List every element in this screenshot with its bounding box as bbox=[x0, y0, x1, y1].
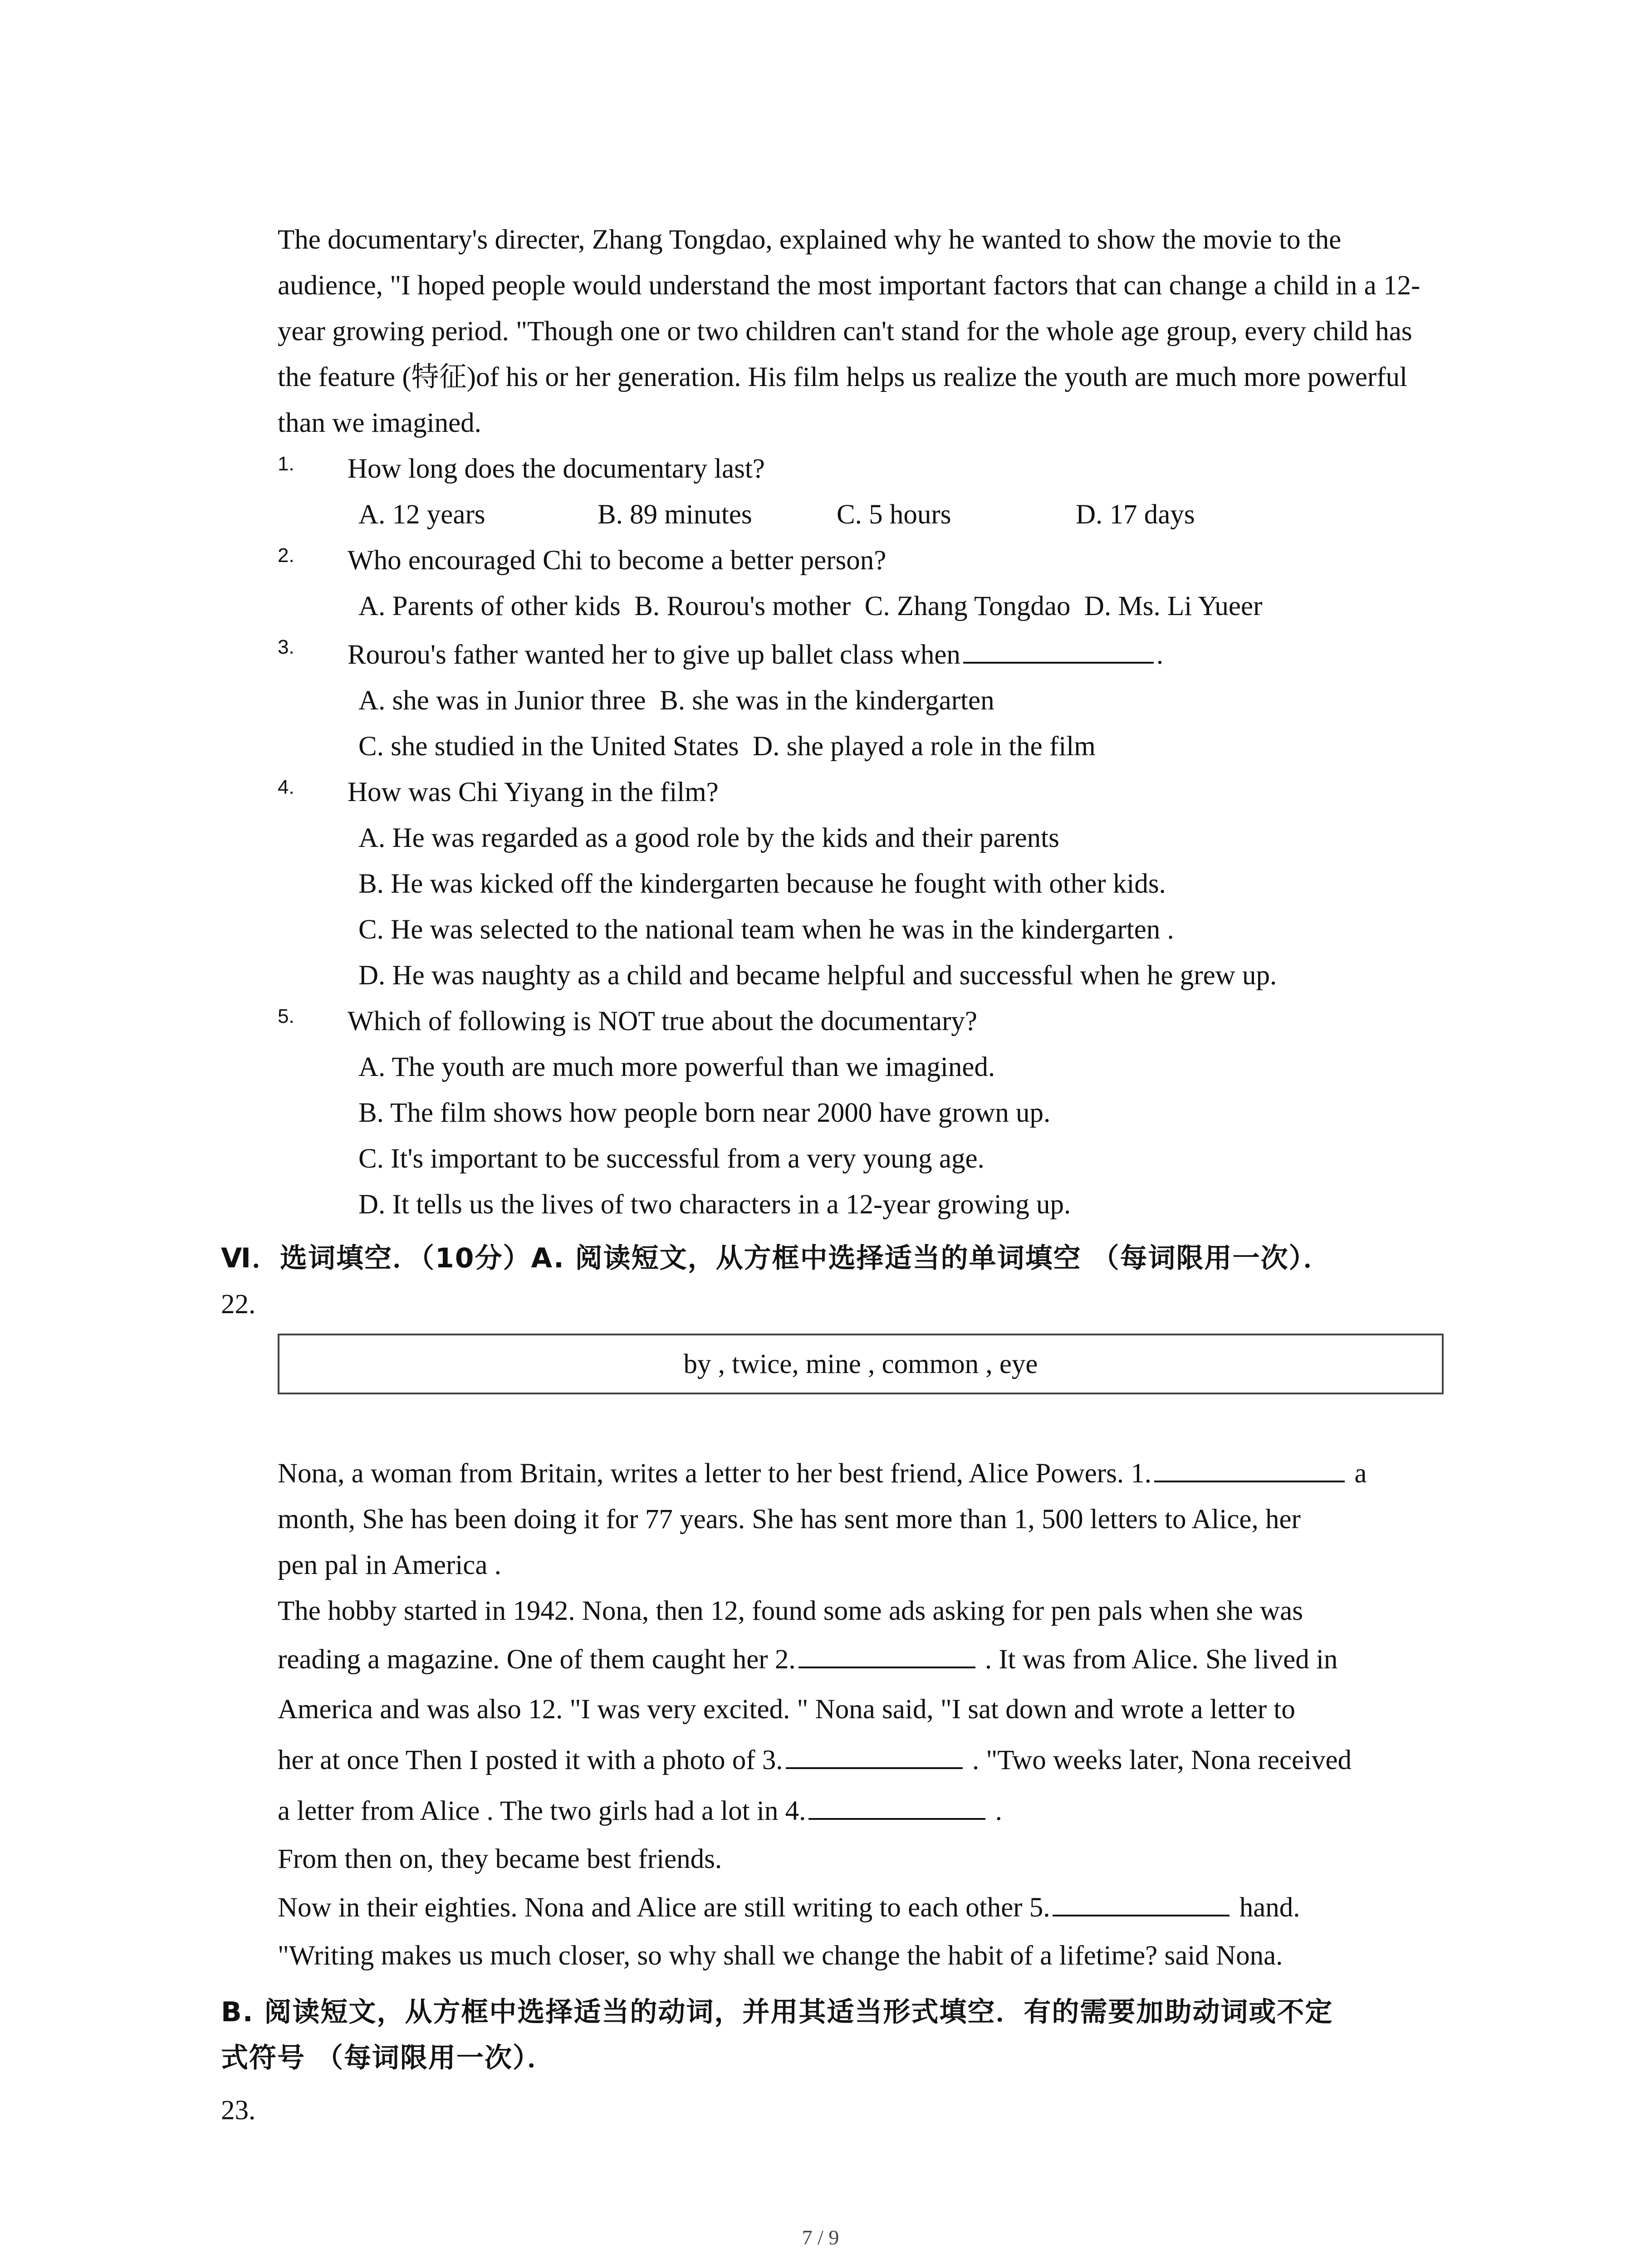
passage-line: "Writing makes us much closer, so why shall we change the habit of a lifetime? said Nona. bbox=[278, 1941, 1283, 1971]
question-text: How long does the documentary last? bbox=[348, 454, 765, 484]
question-text: Who encouraged Chi to become a better person? bbox=[348, 545, 887, 576]
passage-line: month, She has been doing it for 77 years. She has sent more than 1, 500 letters to Alice, her bbox=[278, 1504, 1301, 1535]
options-line: A. Parents of other kids B. Rourou's mother C. Zhang Tongdao D. Ms. Li Yueer bbox=[358, 591, 1263, 621]
option-d: D. It tells us the lives of two characters in a 12-year growing up. bbox=[358, 1189, 1071, 1220]
blank-3[interactable] bbox=[786, 1735, 963, 1769]
passage-line: pen pal in America . bbox=[278, 1550, 501, 1580]
page-number: 7 / 9 bbox=[802, 2226, 839, 2249]
option-a: A. 12 years bbox=[358, 499, 485, 530]
option-b: B. He was kicked off the kindergarten because he fought with other kids. bbox=[358, 869, 1166, 899]
option-c: C. 5 hours bbox=[837, 499, 951, 530]
page-content bbox=[221, 217, 1448, 2133]
question-3 bbox=[278, 629, 1448, 769]
question-number: 5. bbox=[278, 1005, 294, 1027]
blank-5[interactable] bbox=[1053, 1882, 1230, 1916]
question-1 bbox=[278, 446, 1448, 538]
passage-text: . bbox=[988, 1796, 1002, 1826]
passage-text: her at once Then I posted it with a photo of 3. bbox=[278, 1745, 783, 1775]
passage-line: The hobby started in 1942. Nona, then 12, found some ads asking for pen pals when she was bbox=[278, 1596, 1303, 1626]
blank-1[interactable] bbox=[1154, 1448, 1345, 1482]
option-d: D. He was naughty as a child and became helpful and successful when he grew up. bbox=[358, 960, 1277, 991]
passage-text: . It was from Alice. She lived in bbox=[978, 1644, 1338, 1675]
option-c: C. It's important to be successful from a very young age. bbox=[358, 1144, 985, 1174]
blank-4[interactable] bbox=[808, 1785, 985, 1820]
option-c: C. He was selected to the national team when he was in the kindergarten . bbox=[358, 914, 1174, 945]
question-4 bbox=[278, 769, 1448, 998]
passage-text: Now in their eighties. Nona and Alice are still writing to each other 5. bbox=[278, 1892, 1050, 1923]
question-number-22: 22. bbox=[221, 1289, 256, 1320]
options-row bbox=[278, 492, 1448, 538]
option-a: A. He was regarded as a good role by the kids and their parents bbox=[358, 823, 1059, 853]
passage-line: From then on, they became best friends. bbox=[278, 1844, 722, 1874]
passage-text: a bbox=[1347, 1458, 1367, 1489]
question-text: Rourou's father wanted her to give up ballet class when bbox=[348, 640, 960, 670]
cloze-passage bbox=[278, 1448, 1448, 1979]
option-b: B. 89 minutes bbox=[598, 499, 752, 530]
options-line: A. she was in Junior three B. she was in the kindergarten bbox=[358, 685, 994, 716]
passage-text: . "Two weeks later, Nona received bbox=[965, 1745, 1352, 1775]
question-2 bbox=[278, 538, 1448, 629]
question-number-23: 23. bbox=[221, 2095, 256, 2126]
section-b-heading-line-1: B. 阅读短文，从方框中选择适当的动词，并用其适当形式填空．有的需要加助动词或不定 bbox=[221, 1996, 1333, 2028]
question-number: 2. bbox=[278, 544, 294, 567]
word-box bbox=[278, 1334, 1444, 1394]
question-text: How was Chi Yiyang in the film? bbox=[348, 777, 719, 807]
question-5 bbox=[278, 998, 1448, 1227]
question-number: 4. bbox=[278, 776, 294, 798]
passage-text: a letter from Alice . The two girls had a lot in 4. bbox=[278, 1796, 806, 1826]
section-b-heading-line-2: 式符号 （每词限用一次）． bbox=[221, 2042, 555, 2074]
question-number: 1. bbox=[278, 453, 294, 475]
passage-text: hand. bbox=[1232, 1892, 1300, 1923]
answer-blank[interactable] bbox=[963, 629, 1154, 664]
question-suffix: . bbox=[1156, 640, 1164, 670]
intro-paragraph: The documentary's directer, Zhang Tongdao, explained why he wanted to show the movie to the audience, "I hoped people would understand the most important factors that can change a child in a 12-year growing period. "Though one or two children can't stand for the whole age group, every child has the feature (特征)of his or her generation. His film helps us realize the youth are much more powerful than we imagined. bbox=[278, 225, 1421, 438]
question-text: Which of following is NOT true about the documentary? bbox=[348, 1006, 977, 1036]
options-line: C. she studied in the United States D. she played a role in the film bbox=[358, 731, 1096, 762]
option-a: A. The youth are much more powerful than we imagined. bbox=[358, 1052, 995, 1082]
blank-2[interactable] bbox=[798, 1634, 975, 1668]
word-box-words: by , twice, mine , common , eye bbox=[683, 1349, 1038, 1379]
option-d: D. 17 days bbox=[1076, 499, 1195, 530]
passage-text: Nona, a woman from Britain, writes a letter to her best friend, Alice Powers. 1. bbox=[278, 1458, 1152, 1489]
passage-text: reading a magazine. One of them caught her 2. bbox=[278, 1644, 796, 1675]
section-vi-heading: Ⅵ．选词填空．（10分）A. 阅读短文，从方框中选择适当的单词填空 （每词限用一次）． bbox=[221, 1242, 1332, 1274]
passage-line: America and was also 12. "I was very excited. " Nona said, "I sat down and wrote a letter to bbox=[278, 1694, 1295, 1725]
question-number: 3. bbox=[278, 636, 294, 658]
option-b: B. The film shows how people born near 2000 have grown up. bbox=[358, 1098, 1051, 1128]
